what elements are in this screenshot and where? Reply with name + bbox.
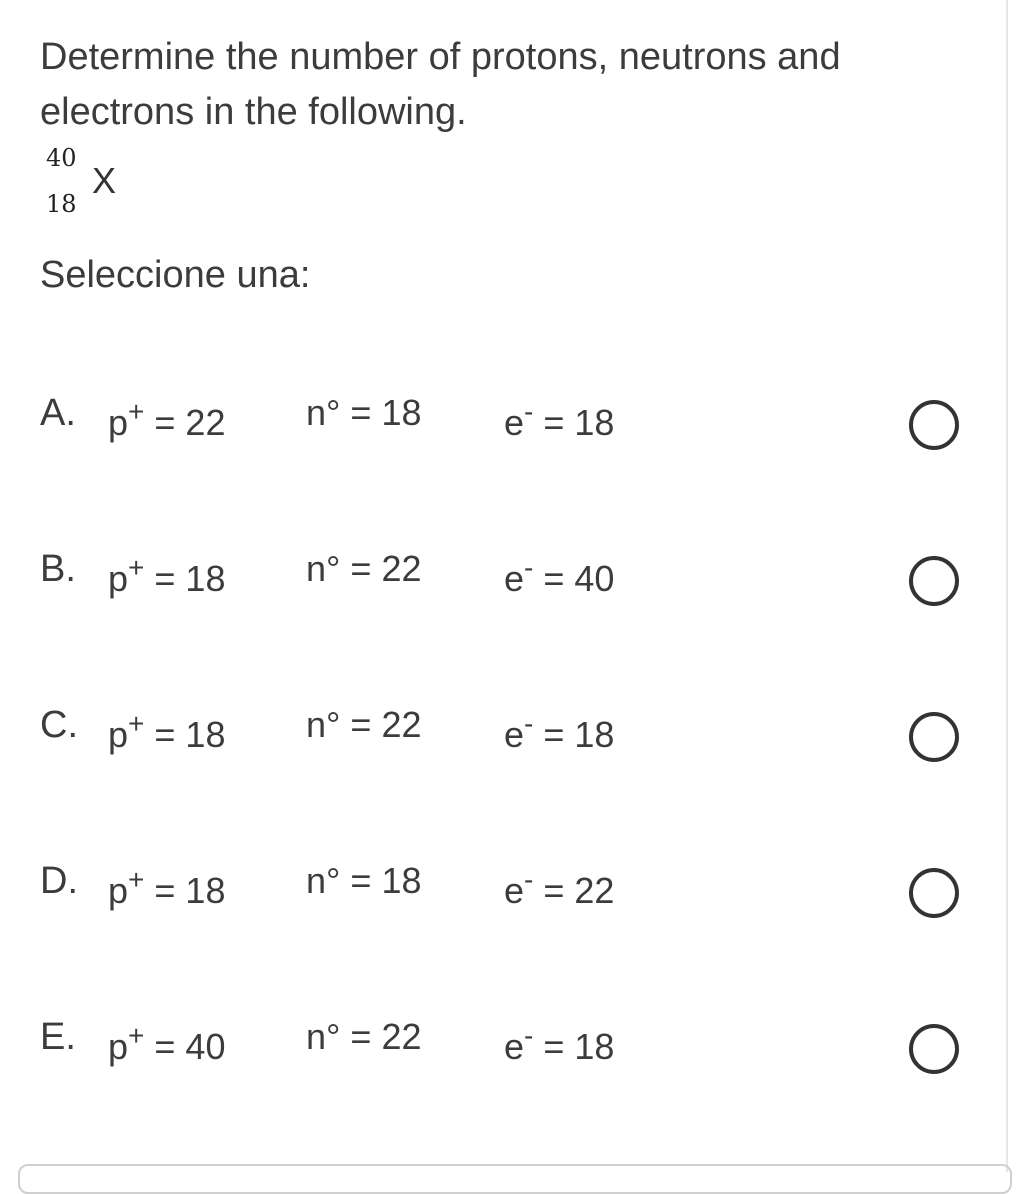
radio-button[interactable] <box>909 1024 959 1074</box>
radio-button[interactable] <box>909 556 959 606</box>
proton-count: p+ = 18 <box>108 552 226 599</box>
neutron-count: n° = 22 <box>306 548 422 589</box>
mass-number: 40 <box>46 144 77 172</box>
option-letter: C. <box>40 704 78 746</box>
option-letter: D. <box>40 860 78 902</box>
radio-button[interactable] <box>909 868 959 918</box>
next-card-edge <box>18 1164 1012 1194</box>
question-text: Determine the number of protons, neutrons and electrons in the following. <box>40 36 841 133</box>
nuclide-notation <box>44 144 134 234</box>
element-symbol: X <box>92 160 117 201</box>
proton-count: p+ = 18 <box>108 708 226 755</box>
neutron-count: n° = 22 <box>306 704 422 745</box>
electron-count: e- = 18 <box>504 708 615 755</box>
radio-button[interactable] <box>909 400 959 450</box>
atomic-number: 18 <box>46 190 77 218</box>
select-prompt: Seleccione una: <box>40 254 311 296</box>
proton-count: p+ = 22 <box>108 396 226 443</box>
electron-count: e- = 18 <box>504 396 615 443</box>
option-letter: A. <box>40 392 76 434</box>
answer-option-b[interactable] <box>0 548 1006 648</box>
electron-count: e- = 18 <box>504 1020 615 1067</box>
option-letter: B. <box>40 548 76 590</box>
answer-option-a[interactable] <box>0 392 1006 492</box>
neutron-count: n° = 18 <box>306 860 422 901</box>
answer-option-c[interactable] <box>0 704 1006 804</box>
electron-count: e- = 40 <box>504 552 615 599</box>
neutron-count: n° = 18 <box>306 392 422 433</box>
answer-option-d[interactable] <box>0 860 1006 960</box>
option-letter: E. <box>40 1016 76 1058</box>
radio-button[interactable] <box>909 712 959 762</box>
proton-count: p+ = 18 <box>108 864 226 911</box>
proton-count: p+ = 40 <box>108 1020 226 1067</box>
scroll-edge <box>1006 0 1008 1172</box>
answer-option-e[interactable] <box>0 1016 1006 1116</box>
electron-count: e- = 22 <box>504 864 615 911</box>
neutron-count: n° = 22 <box>306 1016 422 1057</box>
